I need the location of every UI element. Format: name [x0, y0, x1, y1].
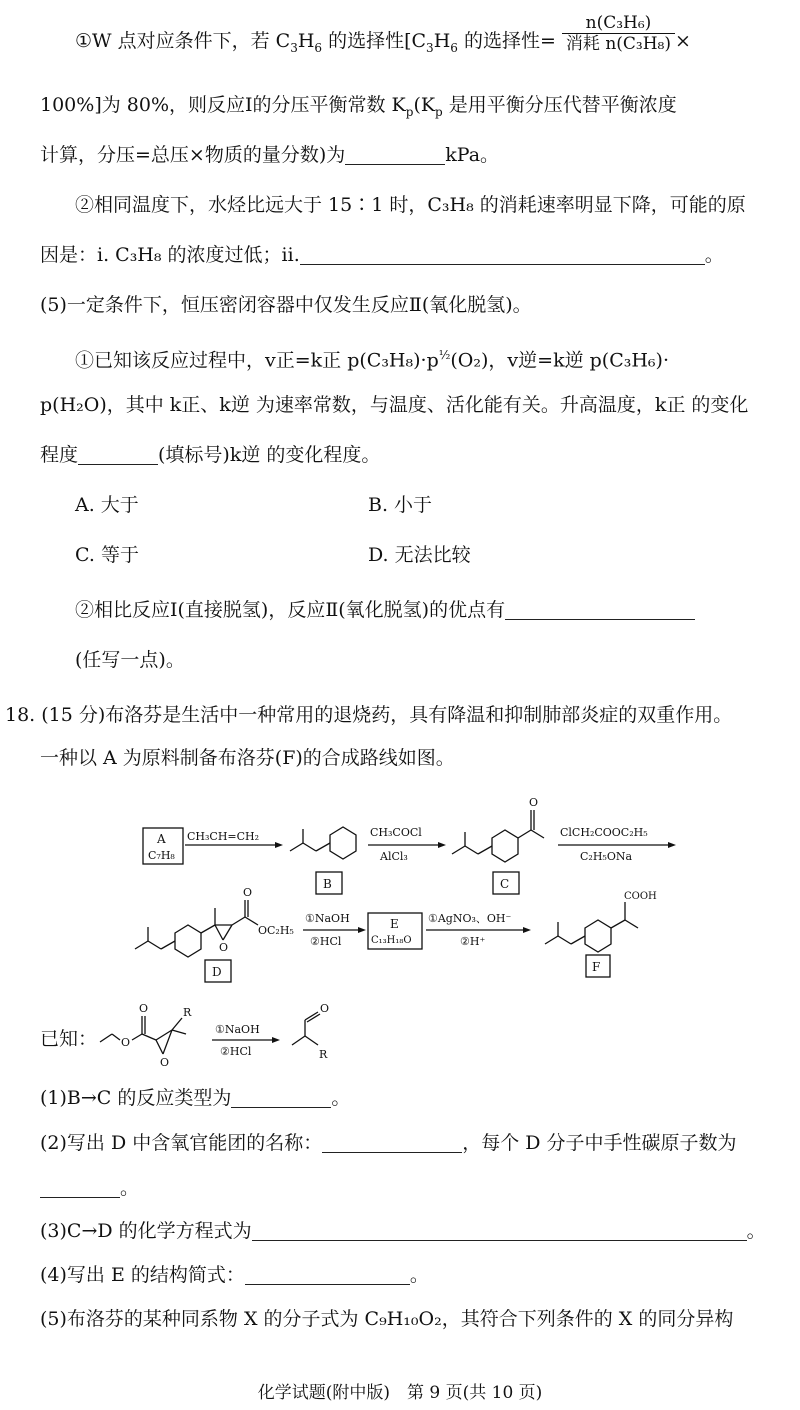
label-c: C	[500, 877, 510, 891]
answer-blank-reason[interactable]	[300, 244, 705, 265]
reagent-3-bottom: C₂H₅ONa	[580, 850, 633, 863]
text: D. 无法比较	[368, 544, 471, 566]
q18-intro-2	[40, 745, 455, 771]
label-a: A	[157, 832, 166, 846]
text: 是用平衡分压代替平衡浓度	[442, 94, 677, 116]
text: ，每个 D 分子中手性碳原子数为	[462, 1132, 737, 1154]
q18-intro-1	[5, 702, 732, 728]
epoxide-o-known: O	[160, 1056, 170, 1069]
label-e: E	[390, 917, 399, 931]
q18-s2	[40, 1130, 737, 1156]
molecule-f	[545, 902, 638, 952]
text: H	[433, 30, 451, 52]
page-footer: 化学试题(附中版) 第 9 页(共 10 页)	[257, 1383, 543, 1403]
answer-blank-s1[interactable]	[231, 1087, 331, 1108]
reagent-4-bottom: ②HCl	[310, 935, 342, 948]
sub: p	[435, 104, 443, 119]
molecule-d	[135, 900, 258, 957]
q17-line-4	[75, 192, 746, 218]
ester-o: O	[121, 1036, 131, 1049]
label-f: F	[592, 960, 601, 974]
carbonyl-o-c: O	[529, 796, 539, 809]
r-known-1: R	[183, 1006, 192, 1019]
text: 的选择性[C	[322, 30, 427, 52]
formula-a: C₇H₈	[148, 849, 175, 862]
text: ×	[675, 30, 691, 52]
q17-line-5	[40, 242, 724, 268]
text: (3)C→D 的化学方程式为	[40, 1220, 252, 1242]
q17-part5-line-5	[75, 647, 185, 673]
text: 。	[120, 1177, 140, 1199]
text: (4)写出 E 的结构简式：	[40, 1264, 245, 1286]
q18-s2-cont	[40, 1175, 139, 1201]
fraction-denominator: 消耗 n(C₃H₈)	[565, 33, 672, 54]
text: A. 大于	[75, 494, 139, 516]
r-known-2: R	[319, 1048, 328, 1061]
text: ①W 点对应条件下，若 C	[75, 30, 291, 52]
text: ②相比反应Ⅰ(直接脱氢)，反应Ⅱ(氧化脱氢)的优点有	[75, 599, 506, 621]
text: 一种以 A 为原料制备布洛芬(F)的合成路线如图。	[40, 747, 455, 769]
q17-line-3	[40, 142, 499, 168]
q17-line-1: ①W 点对应条件下，若 $C_3H_6$ 的选择性[$C_3H_6$ 的选择性= $\frac{\text{n(C₃H₆)}}{\text{消耗 n(C₃H₈)}}$ ×	[75, 12, 691, 55]
label-b: B	[323, 877, 332, 891]
synthesis-scheme	[0, 790, 800, 1090]
reagent-2-top: CH₃COCl	[370, 826, 422, 839]
text: (1)B→C 的反应类型为	[40, 1087, 232, 1109]
arrowhead-4	[358, 927, 366, 933]
q17-part5-line-4	[75, 597, 695, 623]
q17-part5-line-2	[40, 392, 748, 418]
cooh-f: COOH	[624, 891, 657, 902]
option-a[interactable]	[75, 492, 139, 518]
option-b[interactable]	[368, 492, 432, 518]
reagent-1: CH₃CH=CH₂	[187, 830, 260, 843]
text: (5)一定条件下，恒压密闭容器中仅发生反应Ⅱ(氧化脱氢)。	[40, 294, 532, 316]
fraction-numerator: n(C₃H₆)	[562, 13, 675, 34]
text: 。	[704, 244, 724, 266]
epoxide-o-d: O	[219, 941, 229, 954]
answer-blank-kp[interactable]	[345, 144, 445, 165]
arrowhead-1	[275, 842, 283, 848]
answer-blank-s2a[interactable]	[322, 1132, 462, 1153]
formula-e: C₁₃H₁₈O	[371, 935, 412, 946]
reagent-3-top: ClCH₂COOC₂H₅	[560, 826, 648, 839]
arrowhead-5	[523, 927, 531, 933]
option-c[interactable]	[75, 542, 139, 568]
text: p(H₂O)，其中 k正、k逆 为速率常数，与温度、活化能有关。升高温度，k正 的变化	[40, 394, 749, 416]
aldehyde-o: O	[320, 1002, 330, 1015]
reagent-5-bottom: ②H⁺	[460, 935, 486, 948]
text: 100%]为 80%，则反应Ⅰ的分压平衡常数 K	[40, 94, 406, 116]
text: B. 小于	[368, 494, 433, 516]
answer-blank-s2b[interactable]	[40, 1177, 120, 1198]
selectivity-fraction	[562, 13, 675, 54]
q17-part5-line-1	[75, 342, 669, 373]
answer-blank-advantage[interactable]	[505, 599, 695, 620]
answer-blank-choice[interactable]	[78, 444, 158, 465]
q18-s4	[40, 1262, 429, 1288]
reagent-5-top: ①AgNO₃、OH⁻	[428, 912, 512, 925]
known-reagent-bottom: ②HCl	[220, 1045, 252, 1058]
q18-s5	[40, 1306, 733, 1332]
arrowhead-3	[668, 842, 676, 848]
q17-part5	[40, 292, 532, 318]
q18-s3	[40, 1218, 766, 1244]
text: 因是：ⅰ. C₃H₈ 的浓度过低；ⅱ.	[40, 244, 300, 266]
text: kPa。	[445, 144, 500, 166]
molecule-c	[452, 810, 544, 862]
known-reagent-top: ①NaOH	[215, 1023, 260, 1036]
text: H	[297, 30, 315, 52]
text: ②相同温度下，水烃比远大于 15∶1 时，C₃H₈ 的消耗速率明显下降，可能的原	[75, 194, 746, 216]
answer-blank-s4[interactable]	[245, 1264, 410, 1285]
carbonyl-o-known: O	[139, 1002, 149, 1015]
text: (填标号)k逆 的变化程度。	[158, 444, 381, 466]
text: 。	[409, 1264, 429, 1286]
text: C. 等于	[75, 544, 139, 566]
label-d: D	[212, 965, 222, 979]
known-label: 已知：	[40, 1028, 98, 1050]
molecule-b	[290, 827, 356, 859]
text: 。	[746, 1220, 766, 1242]
answer-blank-s3[interactable]	[252, 1220, 747, 1241]
option-d[interactable]	[368, 542, 471, 568]
q17-part5-line-3	[40, 442, 380, 468]
text: 。	[331, 1087, 351, 1109]
q18-s1	[40, 1085, 350, 1111]
known-reactant	[100, 1016, 186, 1054]
text: ①已知该反应过程中，v正=k正 p(C₃H₈)·p	[75, 349, 439, 372]
known-arrowhead	[272, 1037, 280, 1043]
ester-d: OC₂H₅	[258, 924, 294, 937]
sub: p	[405, 104, 414, 119]
text: (2)写出 D 中含氧官能团的名称：	[40, 1132, 323, 1154]
q17-line-2	[40, 92, 677, 125]
text: 18. (15 分)布洛芬是生活中一种常用的退烧药，具有降温和抑制肺部炎症的双重作用。	[5, 704, 733, 726]
text: (O₂)，v逆=k逆 p(C₃H₆)·	[450, 349, 669, 372]
reagent-4-top: ①NaOH	[305, 912, 350, 925]
text: (K	[413, 94, 436, 116]
arrowhead-2	[438, 842, 446, 848]
text: 程度	[40, 444, 79, 466]
sup: ½	[438, 348, 451, 362]
known-product	[292, 1012, 320, 1045]
text: (5)布洛芬的某种同系物 X 的分子式为 C₉H₁₀O₂，其符合下列条件的 X 的同分异构	[40, 1308, 734, 1330]
carbonyl-o-d: O	[243, 886, 253, 899]
reagent-2-bottom: AlCl₃	[380, 850, 408, 863]
text: 的选择性=	[457, 30, 556, 52]
text: 计算，分压=总压×物质的量分数)为	[40, 144, 346, 166]
text: (任写一点)。	[75, 649, 185, 671]
